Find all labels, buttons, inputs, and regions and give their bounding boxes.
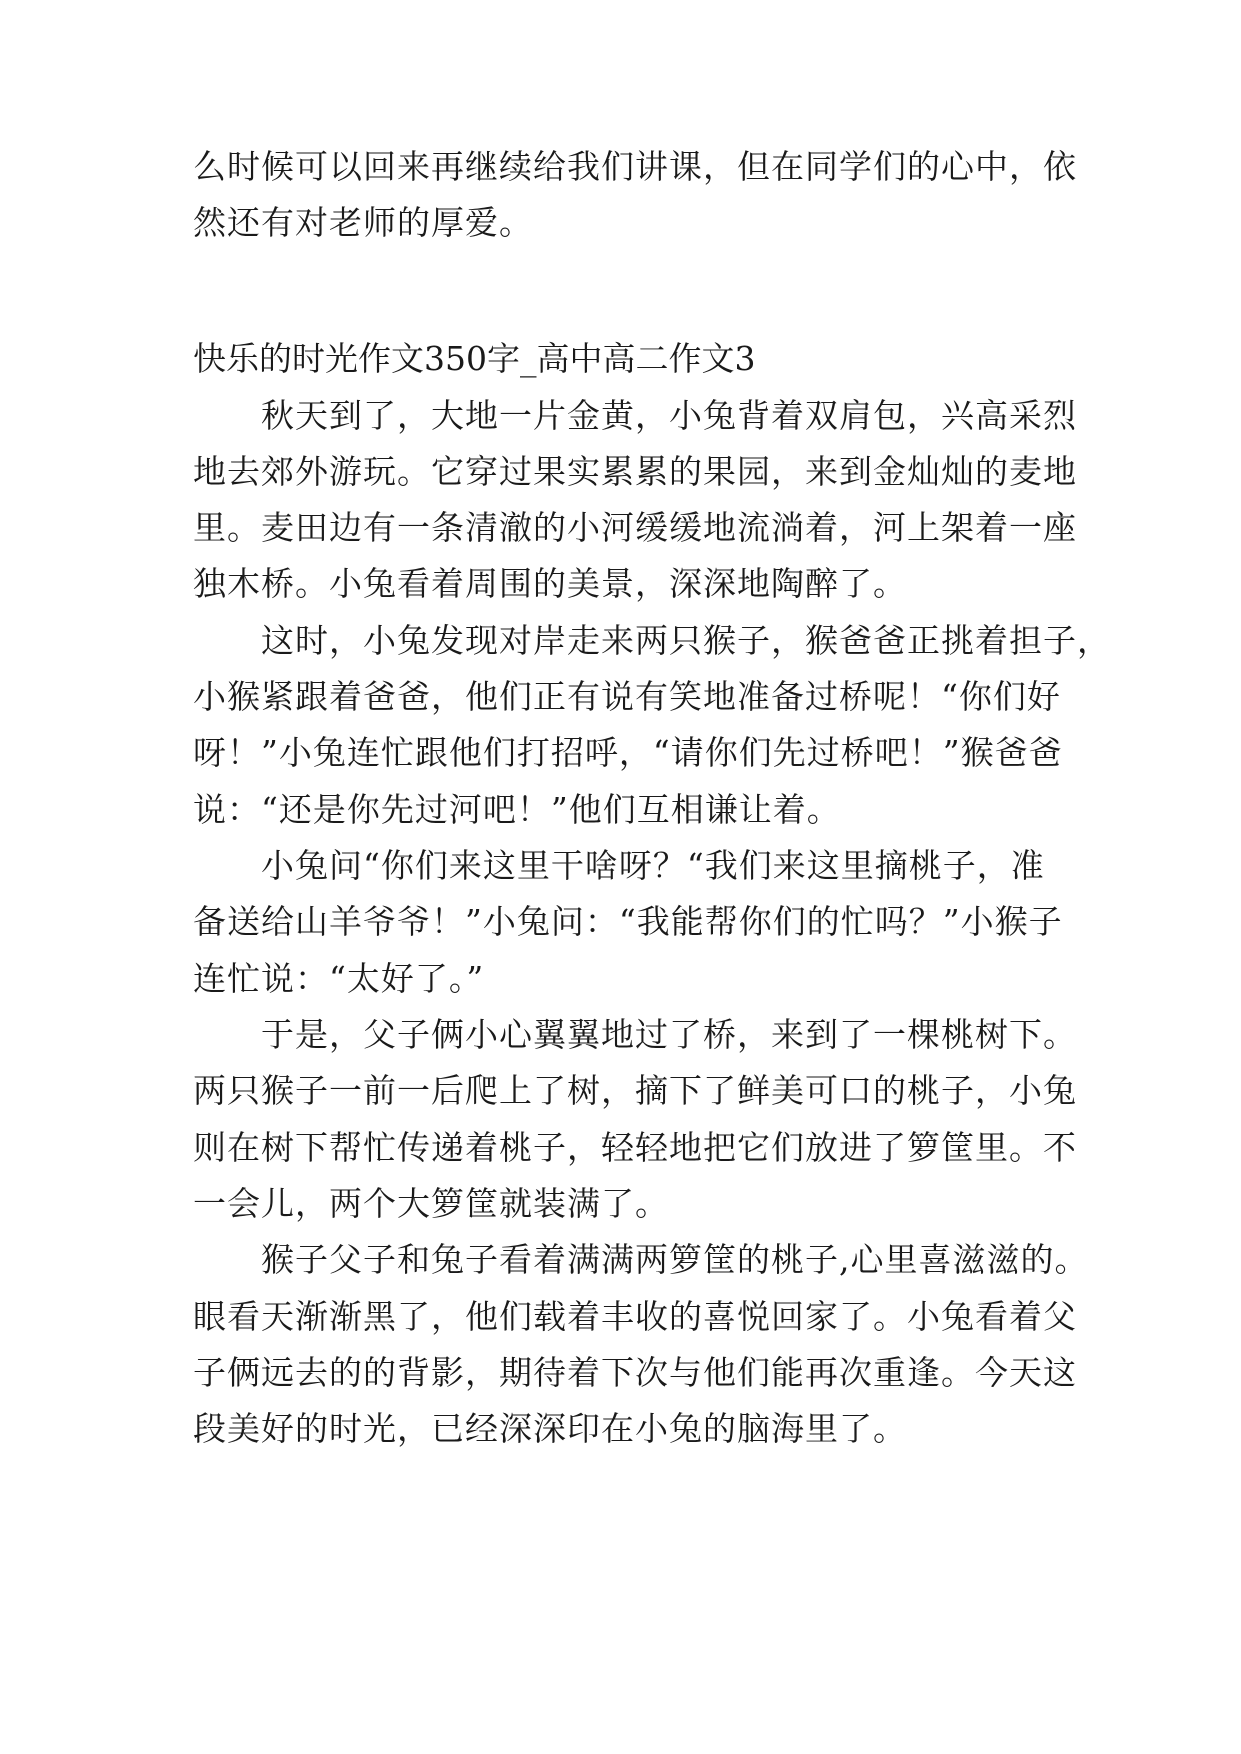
text-line: 说：“还是你先过河吧！”他们互相谦让着。 [193,790,841,829]
text-line: 独木桥。小兔看着周围的美景，深深地陶醉了。 [193,564,907,603]
text-line: 然还有对老师的厚爱。 [193,203,533,242]
text-line: 连忙说：“太好了。” [193,959,485,998]
text-line: 么时候可以回来再继续给我们讲课，但在同学们的心中，依 [193,147,1077,186]
text-line: 于是，父子俩小心翼翼地过了桥，来到了一棵桃树下。 [193,1015,1077,1054]
text-line: 两只猴子一前一后爬上了树，摘下了鲜美可口的桃子，小兔 [193,1071,1077,1110]
section-title: 快乐的时光作文350字_高中高二作文3 [193,339,756,378]
text-line: 一会儿，两个大箩筐就装满了。 [193,1184,669,1223]
text-line: 猴子父子和兔子看着满满两箩筐的桃子,心里喜滋滋的。 [193,1240,1089,1279]
text-line: 备送给山羊爷爷！”小兔问：“我能帮你们的忙吗？”小猴子 [193,902,1063,941]
text-line: 小猴紧跟着爸爸，他们正有说有笑地准备过桥呢！“你们好 [193,677,1061,716]
text-line: 里。麦田边有一条清澈的小河缓缓地流淌着，河上架着一座 [193,508,1077,547]
text-line: 呀！”小兔连忙跟他们打招呼，“请你们先过桥吧！”猴爸爸 [193,733,1063,772]
text-line: 这时，小兔发现对岸走来两只猴子，猴爸爸正挑着担子， [193,621,1111,660]
text-line: 秋天到了，大地一片金黄，小兔背着双肩包，兴高采烈 [193,396,1077,435]
text-line: 眼看天渐渐黑了，他们载着丰收的喜悦回家了。小兔看着父 [193,1297,1077,1336]
text-line: 则在树下帮忙传递着桃子，轻轻地把它们放进了箩筐里。不 [193,1128,1077,1167]
text-line: 地去郊外游玩。它穿过果实累累的果园，来到金灿灿的麦地 [193,452,1077,491]
text-line: 小兔问“你们来这里干啥呀？“我们来这里摘桃子，准 [193,846,1045,885]
text-line: 段美好的时光，已经深深印在小兔的脑海里了。 [193,1409,907,1448]
text-line: 子俩远去的的背影，期待着下次与他们能再次重逢。今天这 [193,1353,1077,1392]
